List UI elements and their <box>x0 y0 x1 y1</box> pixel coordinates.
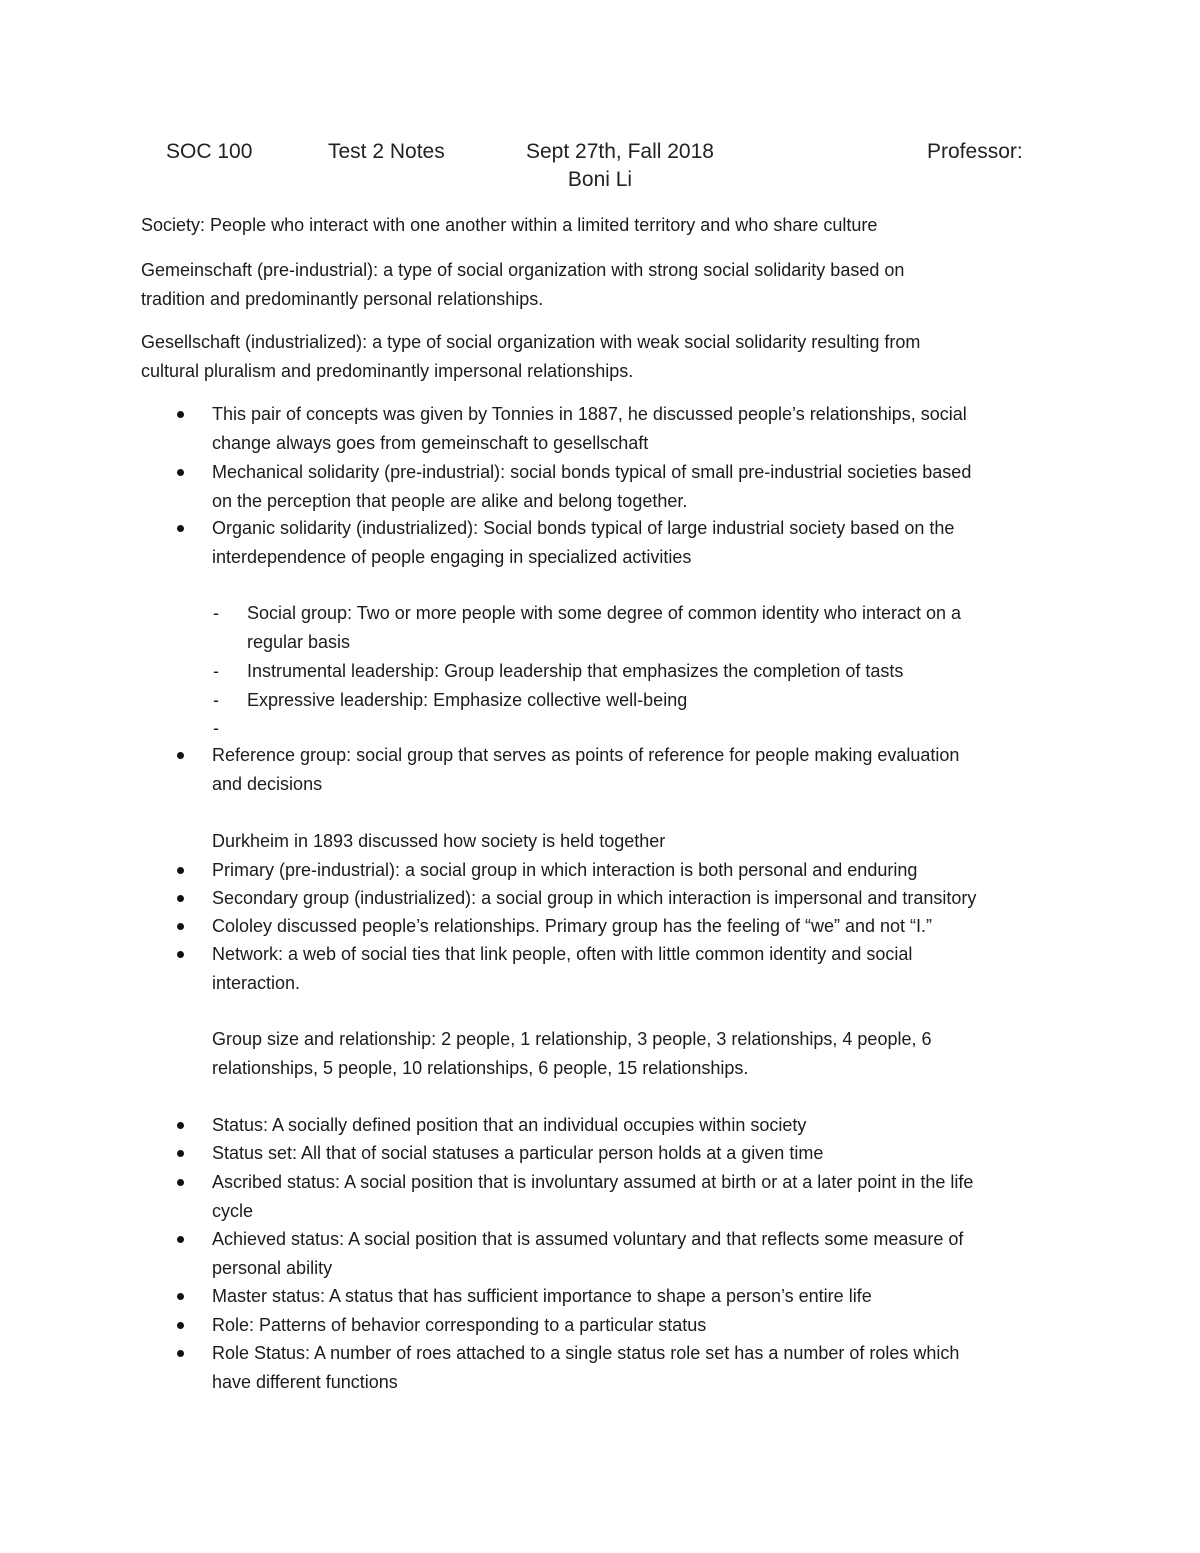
definition-line: tradition and predominantly personal relationships. <box>141 289 544 309</box>
professor-name: Boni Li <box>567 168 633 191</box>
bullet-marker <box>177 469 184 476</box>
bullet-item-line: change always goes from gemeinschaft to gesellschaft <box>212 433 649 453</box>
bullet-item-line: cycle <box>212 1201 254 1221</box>
bullet-marker <box>177 1150 184 1157</box>
bullet-item-line: have different functions <box>212 1372 398 1392</box>
bullet-marker <box>177 1236 184 1243</box>
bullet-marker <box>177 951 184 958</box>
bullet-item-line: Role Status: A number of roes attached to a single status role set has a number of roles which <box>212 1343 960 1363</box>
bullet-marker <box>177 1350 184 1357</box>
course-code: SOC 100 <box>166 140 253 163</box>
document-title: Test 2 Notes <box>328 140 445 163</box>
bullet-marker <box>177 923 184 930</box>
definition-line: Society: People who interact with one another within a limited territory and who share culture <box>141 215 878 235</box>
bullet-item-line: Organic solidarity (industrialized): Social bonds typical of large industrial society based on the <box>212 518 955 538</box>
bullet-item-line: This pair of concepts was given by Tonnies in 1887, he discussed people’s relationships, social <box>212 404 967 424</box>
dash-item-line: Social group: Two or more people with some degree of common identity who interact on a <box>247 603 962 623</box>
bullet-item-line: Network: a web of social ties that link people, often with little common identity and social <box>212 944 913 964</box>
bullet-marker <box>177 1322 184 1329</box>
bullet-marker <box>177 411 184 418</box>
bullet-marker <box>177 895 184 902</box>
dash-item-line: regular basis <box>247 632 351 652</box>
bullet-item-line: Status set: All that of social statuses a particular person holds at a given time <box>212 1143 824 1163</box>
bullet-item-line: Achieved status: A social position that is assumed voluntary and that reflects some measure of <box>212 1229 964 1249</box>
dash-marker: - <box>213 661 219 681</box>
bullet-item-line: Cololey discussed people’s relationships. Primary group has the feeling of “we” and not “I.” <box>212 916 933 936</box>
definition-line: cultural pluralism and predominantly impersonal relationships. <box>141 361 634 381</box>
bullet-marker <box>177 752 184 759</box>
dash-item-line: Expressive leadership: Emphasize collective well-being <box>247 690 688 710</box>
bullet-marker <box>177 1122 184 1129</box>
bullet-item-line: Master status: A status that has sufficient importance to shape a person’s entire life <box>212 1286 872 1306</box>
bullet-item-line: Reference group: social group that serves as points of reference for people making evaluation <box>212 745 960 765</box>
bullet-item-line: Ascribed status: A social position that is involuntary assumed at birth or at a later point in the life <box>212 1172 974 1192</box>
professor-label: Professor: <box>927 140 1023 163</box>
definition-line: Gemeinschaft (pre-industrial): a type of social organization with strong social solidarity based on <box>141 260 905 280</box>
bullet-item-line: Secondary group (industrialized): a social group in which interaction is impersonal and transitory <box>212 888 977 908</box>
group-size-note: Group size and relationship: 2 people, 1 relationship, 3 people, 3 relationships, 4 people, 6 <box>212 1029 932 1049</box>
bullet-marker <box>177 1179 184 1186</box>
bullet-item-line: and decisions <box>212 774 323 794</box>
bullet-marker <box>177 525 184 532</box>
bullet-item-line: Role: Patterns of behavior corresponding to a particular status <box>212 1315 707 1335</box>
bullet-item-line: Primary (pre-industrial): a social group in which interaction is both personal and enduring <box>212 860 918 880</box>
durkheim-note: Durkheim in 1893 discussed how society is held together <box>212 831 666 851</box>
bullet-item-line: on the perception that people are alike and belong together. <box>212 491 688 511</box>
dash-item-line: Instrumental leadership: Group leadership that emphasizes the completion of tasts <box>247 661 904 681</box>
dash-marker: - <box>213 718 219 738</box>
bullet-item-line: personal ability <box>212 1258 333 1278</box>
group-size-note: relationships, 5 people, 10 relationships, 6 people, 15 relationships. <box>212 1058 749 1078</box>
bullet-item-line: interaction. <box>212 973 301 993</box>
bullet-marker <box>177 1293 184 1300</box>
dash-marker: - <box>213 603 219 623</box>
document-header <box>0 140 1200 170</box>
bullet-marker <box>177 867 184 874</box>
bullet-item-line: Mechanical solidarity (pre-industrial): social bonds typical of small pre-industrial societies based <box>212 462 972 482</box>
bullet-item-line: interdependence of people engaging in specialized activities <box>212 547 692 567</box>
dash-marker: - <box>213 690 219 710</box>
definition-line: Gesellschaft (industrialized): a type of social organization with weak social solidarity resulting from <box>141 332 921 352</box>
document-date: Sept 27th, Fall 2018 <box>526 140 714 163</box>
bullet-item-line: Status: A socially defined position that an individual occupies within society <box>212 1115 807 1135</box>
